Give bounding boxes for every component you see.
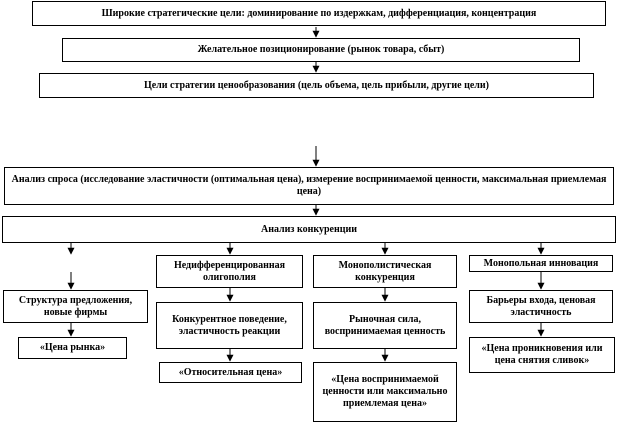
pricing-strategy-goals-box — [39, 73, 594, 98]
competition-analysis-text: Анализ конкуренции — [260, 223, 358, 235]
competition-analysis-box — [2, 216, 616, 243]
pricing-strategy-goals-text: Цели стратегии ценообразования (цель объема, цель прибыли, другие цели) — [143, 79, 490, 91]
strategic-goals-text: Широкие стратегические цели: доминирование по издержкам, дифференциация, концентрация — [101, 7, 537, 19]
undifferentiated-oligopoly-text: Недифференцированная олигополия — [173, 259, 286, 283]
market-structure-text: Структура предложения, новые фирмы — [18, 294, 133, 318]
strategic-goals-box — [32, 1, 606, 26]
relative-price-text: «Относительная цена» — [178, 366, 283, 378]
penetration-price-box — [469, 337, 615, 373]
market-price-text: «Цена рынка» — [39, 342, 106, 353]
perceived-value-price-box — [313, 362, 457, 422]
monopolistic-competition-box — [313, 255, 457, 288]
desired-positioning-text: Желательное позиционирование (рынок товара, сбыт) — [197, 44, 445, 55]
monopoly-innovation-box — [469, 255, 613, 272]
demand-analysis-box — [4, 167, 614, 205]
monopolistic-competition-text: Монополистическая конкуренция — [338, 259, 432, 283]
competitive-behavior-text: Конкурентное поведение, эластичность реакции — [172, 313, 287, 337]
market-power-box — [313, 302, 457, 349]
entry-barriers-text: Барьеры входа, ценовая эластичность — [486, 294, 596, 318]
monopoly-innovation-text: Монопольная инновация — [483, 257, 599, 269]
competitive-behavior-box — [156, 302, 303, 349]
market-power-text: Рыночная сила, воспринимаемая ценность — [324, 313, 446, 337]
market-structure-box — [3, 290, 148, 323]
perceived-value-price-text: «Цена воспринимаемой ценности или максимально приемлемая цена» — [322, 374, 448, 409]
penetration-price-text: «Цена проникновения или цена снятия сливок» — [481, 343, 603, 366]
undifferentiated-oligopoly-box — [156, 255, 303, 288]
desired-positioning-box — [62, 38, 580, 62]
relative-price-box — [159, 362, 302, 383]
entry-barriers-box — [469, 290, 613, 323]
market-price-box — [18, 337, 127, 359]
demand-analysis-text: Анализ спроса (исследование эластичности (оптимальная цена), измерение воспринимаемой ценности, максимальная приемлемая цена) — [11, 174, 607, 197]
